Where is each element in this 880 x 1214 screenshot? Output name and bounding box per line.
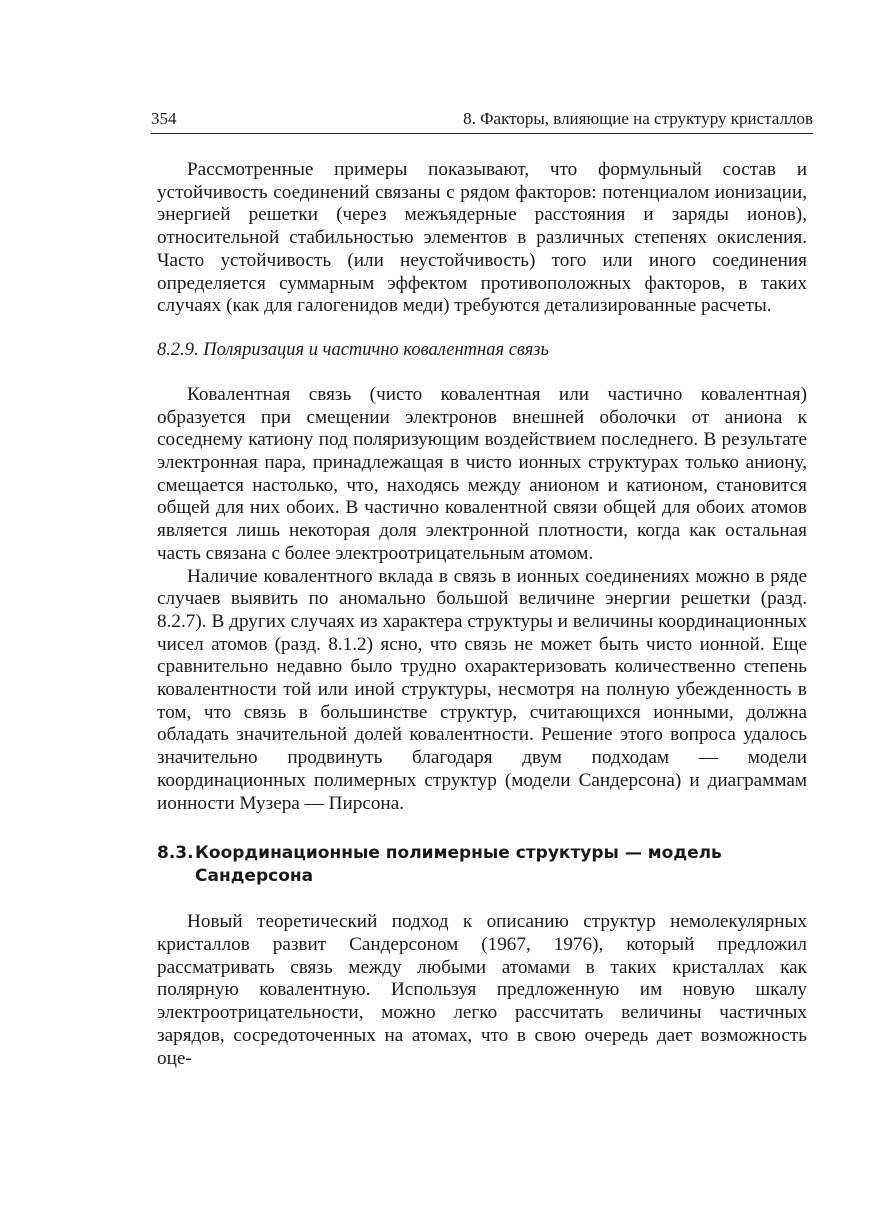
subsection-heading	[157, 339, 807, 362]
chapter-title: 8. Факторы, влияющие на структуру кристаллов	[463, 109, 813, 128]
subsection-number: 8.2.9.	[157, 339, 199, 360]
section-heading	[157, 842, 807, 888]
section-title: Координационные полимерные структуры — модель Сандерсона	[195, 843, 722, 887]
intro-paragraph: Рассмотренные примеры показывают, что формульный состав и устойчивость соединений связаны с рядом факторов: потенциалом ионизации, энергией решетки (через межъядерные расстояния и заряды ионов), относительной стабильностью элементов в различных степенях окисления. Часто устойчивость (или неустойчивость) того или иного соединения определяется суммарным эффектом противоположных факторов, в таких случаях (как для галогенидов меди) требуются детализированные расчеты.	[157, 159, 807, 317]
body-paragraph: Новый теоретический подход к описанию структур немолекулярных кристаллов развит Сандерсоном (1967, 1976), который предложил рассматривать связь между любыми атомами в таких кристаллах как полярную ковалентную. Используя предложенную им новую шкалу электроотрицательности, можно легко рассчитать величины частичных зарядов, сосредоточенных на атомах, что в свою очередь дает возможность оце-	[157, 911, 807, 1069]
body-paragraph: Наличие ковалентного вклада в связь в ионных соединениях можно в ряде случаев выявить по аномально большой величине энергии решетки (разд. 8.2.7). В других случаях из характера структуры и величины координационных чисел атомов (разд. 8.1.2) ясно, что связь не может быть чисто ионной. Еще сравнительно недавно было трудно охарактеризовать количественно степень ковалентности той или иной структуры, несмотря на полную убежденность в том, что связь в большинстве структур, считающихся ионными, должна обладать значительной долей ковалентности. Решение этого вопроса удалось значительно продвинуть благодаря двум подходам — модели координационных полимерных структур (модели Сандерсона) и диаграммам ионности Музера — Пирсона.	[157, 565, 807, 814]
book-page	[151, 108, 813, 1070]
section-number: 8.3.	[157, 843, 194, 864]
body-paragraph: Ковалентная связь (чисто ковалентная или частично ковалентная) образуется при смещении электронов внешней оболочки от аниона к соседнему катиону под поляризующим воздействием последнего. В результате электронная пара, принадлежащая в чисто ионных структурах только аниону, смещается настолько, что, находясь между анионом и катионом, становится общей для них обоих. В частично ковалентной связи общей для обоих атомов является лишь некоторая доля электронной плотности, когда как остальная часть связана с более электроотрицательным атомом.	[157, 383, 807, 564]
subsection-title: Поляризация и частично ковалентная связь	[203, 339, 549, 360]
page-number: 354	[151, 109, 177, 128]
running-head	[151, 108, 813, 134]
